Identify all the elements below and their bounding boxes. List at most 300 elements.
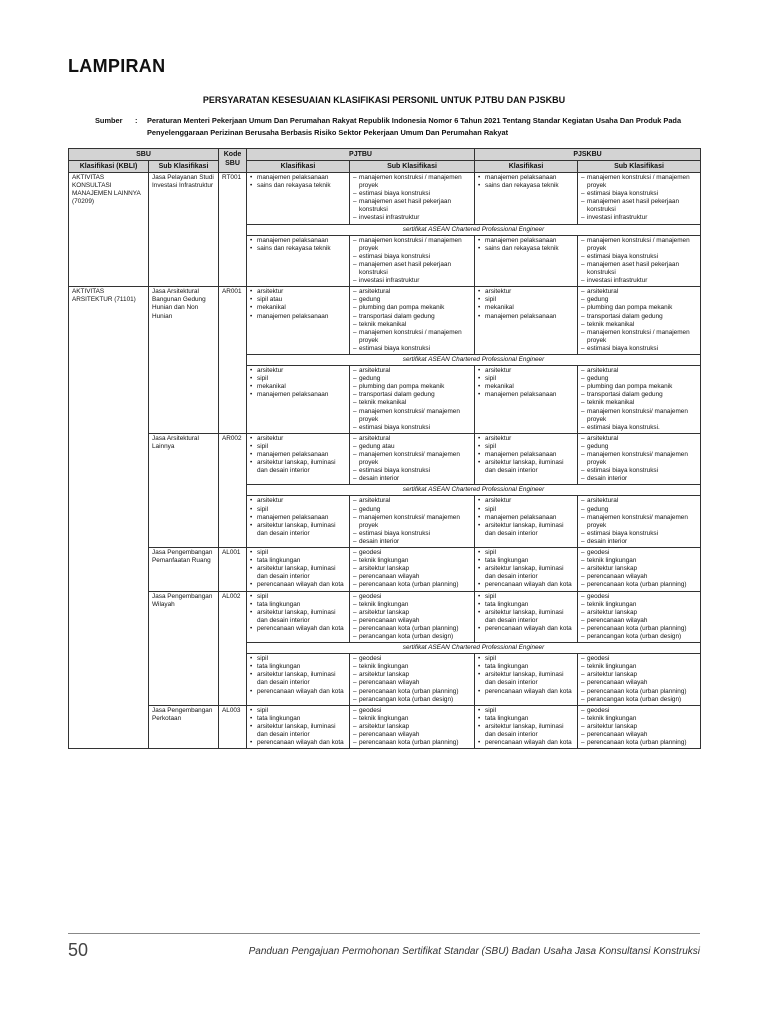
list-item: – teknik lingkungan bbox=[353, 557, 471, 565]
bullet-list bbox=[250, 549, 346, 589]
footer-divider bbox=[68, 933, 700, 934]
list-item: • arsitektur bbox=[478, 288, 574, 296]
kode-sbu-cell: AR002 bbox=[219, 433, 247, 547]
dash-list bbox=[353, 655, 471, 704]
list-item: – geodesi bbox=[581, 655, 697, 663]
list-item: • sipil bbox=[250, 707, 346, 715]
header-sbu: SBU bbox=[69, 149, 219, 161]
list-item: – estimasi biaya konstruksi bbox=[581, 467, 697, 475]
list-item: • sipil bbox=[250, 443, 346, 451]
list-item: – estimasi biaya konstruksi bbox=[353, 253, 471, 261]
list-item: – arsitektural bbox=[581, 435, 697, 443]
list-item: – plumbing dan pompa mekanik bbox=[353, 304, 471, 312]
list-item: – geodesi bbox=[581, 593, 697, 601]
header-pjtbu-sub-klasifikasi: Sub Klasifikasi bbox=[350, 161, 475, 173]
list-item: – teknik mekanikal bbox=[581, 399, 697, 407]
dash-list bbox=[353, 549, 471, 589]
list-item: – manajemen konstruksi/ manajemen proyek bbox=[353, 451, 471, 467]
dash-list bbox=[353, 367, 471, 432]
list-item: • arsitektur lanskap, iluminasi dan desain interior bbox=[478, 522, 574, 538]
pjskbu-klasifikasi-cell bbox=[475, 287, 578, 355]
bullet-list bbox=[478, 549, 574, 589]
pjskbu-klasifikasi-cell bbox=[475, 705, 578, 748]
list-item: – transportasi dalam gedung bbox=[353, 391, 471, 399]
pjskbu-klasifikasi-cell bbox=[475, 591, 578, 643]
bullet-list bbox=[478, 174, 574, 190]
list-item: – teknik lingkungan bbox=[581, 557, 697, 565]
list-item: – teknik lingkungan bbox=[353, 601, 471, 609]
list-item: • sipil bbox=[478, 707, 574, 715]
list-item: – gedung bbox=[581, 506, 697, 514]
list-item: – plumbing dan pompa mekanik bbox=[581, 304, 697, 312]
list-item: • sains dan rekayasa teknik bbox=[250, 245, 346, 253]
list-item: • tata lingkungan bbox=[250, 715, 346, 723]
page-heading: LAMPIRAN bbox=[68, 56, 166, 76]
table-body bbox=[69, 173, 701, 749]
list-item: – arsitektural bbox=[581, 497, 697, 505]
bullet-list bbox=[250, 593, 346, 633]
pjtbu-klasifikasi-cell bbox=[247, 705, 350, 748]
kode-sbu-cell: RT001 bbox=[219, 173, 247, 287]
pjtbu-klasifikasi-cell bbox=[247, 591, 350, 643]
list-item: – gedung atau bbox=[353, 443, 471, 451]
list-item: • arsitektur lanskap, iluminasi dan desain interior bbox=[250, 609, 346, 625]
list-item: • sipil bbox=[250, 506, 346, 514]
list-item: • sipil bbox=[478, 655, 574, 663]
list-item: – arsitektur lanskap bbox=[353, 565, 471, 573]
kode-sbu-cell: AL002 bbox=[219, 591, 247, 705]
list-item: – teknik mekanikal bbox=[581, 321, 697, 329]
pjskbu-sub-klasifikasi-cell bbox=[578, 287, 701, 355]
certificate-note: sertifikat ASEAN Chartered Professional Engineer bbox=[247, 224, 701, 235]
pjtbu-sub-klasifikasi-cell bbox=[350, 287, 475, 355]
list-item: – perencanaan wilayah bbox=[353, 617, 471, 625]
pjtbu-sub-klasifikasi-cell bbox=[350, 366, 475, 434]
sub-klasifikasi-cell: Jasa Pengembangan Wilayah bbox=[149, 591, 219, 705]
list-item: – gedung bbox=[353, 375, 471, 383]
list-item: • manajemen pelaksanaan bbox=[250, 313, 346, 321]
list-item: – perencanaan kota (urban planning) bbox=[581, 581, 697, 589]
list-item: • mekanikal bbox=[250, 304, 346, 312]
kbli-cell: AKTIVITAS KONSULTASI MANAJEMEN LAINNYA (70209) bbox=[69, 173, 149, 287]
list-item: • sipil bbox=[250, 593, 346, 601]
list-item: • sains dan rekayasa teknik bbox=[478, 182, 574, 190]
dash-list bbox=[581, 497, 697, 546]
list-item: • sipil bbox=[478, 593, 574, 601]
list-item: – perencanaan wilayah bbox=[353, 573, 471, 581]
list-item: • arsitektur bbox=[478, 497, 574, 505]
list-item: – perencanaan kota (urban planning) bbox=[353, 625, 471, 633]
header-pjskbu-sub-klasifikasi: Sub Klasifikasi bbox=[578, 161, 701, 173]
bullet-list bbox=[478, 593, 574, 633]
list-item: – estimasi biaya konstruksi. bbox=[581, 424, 697, 432]
pjtbu-sub-klasifikasi-cell bbox=[350, 173, 475, 225]
list-item: – teknik lingkungan bbox=[581, 663, 697, 671]
list-item: – arsitektur lanskap bbox=[353, 723, 471, 731]
dash-list bbox=[581, 237, 697, 286]
bullet-list bbox=[478, 435, 574, 475]
list-item: – perencanaan kota (urban planning) bbox=[353, 581, 471, 589]
list-item: – manajemen konstruksi/ manajemen proyek bbox=[353, 514, 471, 530]
list-item: • arsitektur lanskap, iluminasi dan desain interior bbox=[478, 723, 574, 739]
list-item: – manajemen konstruksi / manajemen proyek bbox=[581, 329, 697, 345]
list-item: • arsitektur bbox=[478, 367, 574, 375]
list-item: • tata lingkungan bbox=[478, 557, 574, 565]
list-item: – perencanaan kota (urban planning) bbox=[581, 739, 697, 747]
list-item: – geodesi bbox=[581, 707, 697, 715]
list-item: – arsitektur lanskap bbox=[353, 671, 471, 679]
pjtbu-klasifikasi-cell bbox=[247, 235, 350, 287]
list-item: • manajemen pelaksanaan bbox=[478, 451, 574, 459]
bullet-list bbox=[250, 174, 346, 190]
header-pjtbu-klasifikasi: Klasifikasi bbox=[247, 161, 350, 173]
kode-sbu-cell: AL001 bbox=[219, 548, 247, 591]
list-item: – perencanaan kota (urban planning) bbox=[353, 739, 471, 747]
list-item: – arsitektural bbox=[581, 367, 697, 375]
list-item: – estimasi biaya konstruksi bbox=[353, 345, 471, 353]
list-item: – teknik mekanikal bbox=[353, 399, 471, 407]
list-item: – perancangan kota (urban design) bbox=[581, 633, 697, 641]
pjskbu-klasifikasi-cell bbox=[475, 173, 578, 225]
list-item: – estimasi biaya konstruksi bbox=[353, 190, 471, 198]
dash-list bbox=[353, 593, 471, 642]
list-item: • manajemen pelaksanaan bbox=[250, 391, 346, 399]
list-item: • manajemen pelaksanaan bbox=[250, 237, 346, 245]
classification-table bbox=[68, 148, 701, 749]
list-item: – teknik lingkungan bbox=[581, 715, 697, 723]
list-item: • manajemen pelaksanaan bbox=[250, 451, 346, 459]
pjtbu-klasifikasi-cell bbox=[247, 173, 350, 225]
list-item: • manajemen pelaksanaan bbox=[250, 514, 346, 522]
pjskbu-sub-klasifikasi-cell bbox=[578, 433, 701, 485]
pjskbu-sub-klasifikasi-cell bbox=[578, 496, 701, 548]
bullet-list bbox=[250, 707, 346, 747]
pjtbu-sub-klasifikasi-cell bbox=[350, 496, 475, 548]
list-item: – manajemen konstruksi/ manajemen proyek bbox=[581, 408, 697, 424]
pjskbu-sub-klasifikasi-cell bbox=[578, 366, 701, 434]
pjtbu-klasifikasi-cell bbox=[247, 287, 350, 355]
list-item: • arsitektur bbox=[250, 435, 346, 443]
list-item: – manajemen konstruksi / manajemen proyek bbox=[353, 174, 471, 190]
table-row bbox=[69, 705, 701, 748]
list-item: • arsitektur lanskap, iluminasi dan desain interior bbox=[250, 522, 346, 538]
list-item: – transportasi dalam gedung bbox=[581, 391, 697, 399]
list-item: • manajemen pelaksanaan bbox=[478, 391, 574, 399]
list-item: – perancangan kota (urban design) bbox=[353, 696, 471, 704]
sub-klasifikasi-cell: Jasa Pengembangan Perkotaan bbox=[149, 705, 219, 748]
list-item: – perencanaan wilayah bbox=[581, 679, 697, 687]
pjtbu-sub-klasifikasi-cell bbox=[350, 548, 475, 591]
list-item: • manajemen pelaksanaan bbox=[478, 174, 574, 182]
list-item: • manajemen pelaksanaan bbox=[250, 174, 346, 182]
list-item: • tata lingkungan bbox=[478, 601, 574, 609]
list-item: – perencanaan kota (urban planning) bbox=[581, 688, 697, 696]
list-item: – perencanaan wilayah bbox=[581, 617, 697, 625]
list-item: • mekanikal bbox=[478, 304, 574, 312]
pjtbu-klasifikasi-cell bbox=[247, 433, 350, 485]
list-item: – desain interior bbox=[581, 538, 697, 546]
header-sub-klasifikasi: Sub Klasifikasi bbox=[149, 161, 219, 173]
certificate-note: sertifikat ASEAN Chartered Professional Engineer bbox=[247, 485, 701, 496]
certificate-note: sertifikat ASEAN Chartered Professional Engineer bbox=[247, 354, 701, 365]
list-item: – estimasi biaya konstruksi bbox=[581, 345, 697, 353]
bullet-list bbox=[478, 288, 574, 320]
list-item: – arsitektur lanskap bbox=[581, 723, 697, 731]
list-item: – arsitektural bbox=[581, 288, 697, 296]
list-item: • arsitektur lanskap, iluminasi dan desain interior bbox=[478, 459, 574, 475]
list-item: – geodesi bbox=[353, 593, 471, 601]
list-item: • perencanaan wilayah dan kota bbox=[478, 625, 574, 633]
pjtbu-sub-klasifikasi-cell bbox=[350, 654, 475, 706]
pjskbu-klasifikasi-cell bbox=[475, 366, 578, 434]
list-item: – desain interior bbox=[581, 475, 697, 483]
list-item: – perencanaan kota (urban planning) bbox=[353, 688, 471, 696]
sub-klasifikasi-cell: Jasa Pelayanan Studi Investasi Infrastruktur bbox=[149, 173, 219, 287]
list-item: • sipil bbox=[478, 443, 574, 451]
list-item: – manajemen konstruksi/ manajemen proyek bbox=[581, 514, 697, 530]
source-note bbox=[95, 115, 705, 139]
list-item: • arsitektur lanskap, iluminasi dan desain interior bbox=[250, 723, 346, 739]
list-item: – arsitektural bbox=[353, 288, 471, 296]
list-item: • arsitektur bbox=[478, 435, 574, 443]
kode-sbu-cell: AR001 bbox=[219, 287, 247, 434]
table-row bbox=[69, 173, 701, 225]
list-item: – perencanaan wilayah bbox=[581, 573, 697, 581]
list-item: – perancangan kota (urban design) bbox=[353, 633, 471, 641]
pjtbu-sub-klasifikasi-cell bbox=[350, 705, 475, 748]
dash-list bbox=[581, 593, 697, 642]
list-item: – teknik lingkungan bbox=[353, 663, 471, 671]
list-item: – desain interior bbox=[353, 475, 471, 483]
list-item: – estimasi biaya konstruksi bbox=[353, 530, 471, 538]
list-item: – transportasi dalam gedung bbox=[353, 313, 471, 321]
bullet-list bbox=[250, 655, 346, 695]
list-item: – manajemen aset hasil pekerjaan konstruksi bbox=[581, 261, 697, 277]
table-row bbox=[69, 591, 701, 643]
pjtbu-sub-klasifikasi-cell bbox=[350, 591, 475, 643]
dash-list bbox=[581, 655, 697, 704]
list-item: – gedung bbox=[581, 443, 697, 451]
list-item: – manajemen aset hasil pekerjaan konstruksi bbox=[581, 198, 697, 214]
list-item: – investasi infrastruktur bbox=[581, 277, 697, 285]
list-item: – estimasi biaya konstruksi bbox=[581, 530, 697, 538]
pjskbu-sub-klasifikasi-cell bbox=[578, 654, 701, 706]
list-item: • arsitektur lanskap, iluminasi dan desain interior bbox=[250, 565, 346, 581]
list-item: – perancangan kota (urban design) bbox=[581, 696, 697, 704]
list-item: • perencanaan wilayah dan kota bbox=[250, 581, 346, 589]
list-item: – geodesi bbox=[581, 549, 697, 557]
list-item: – desain interior bbox=[353, 538, 471, 546]
pjtbu-klasifikasi-cell bbox=[247, 366, 350, 434]
list-item: – arsitektural bbox=[353, 497, 471, 505]
list-item: – manajemen konstruksi/ manajemen proyek bbox=[353, 408, 471, 424]
dash-list bbox=[581, 288, 697, 353]
source-text: Peraturan Menteri Pekerjaan Umum Dan Perumahan Rakyat Republik Indonesia Nomor 6 Tahun 2021 Tentang Standar Kegiatan Usaha Dan Produk Pada Penyelenggaraan Perizinan Berusaha Berbasis Risiko Sektor Pekerjaan Umum Dan Perumahan Rakyat bbox=[147, 116, 682, 137]
dash-list bbox=[581, 707, 697, 747]
dash-list bbox=[581, 174, 697, 223]
dash-list bbox=[581, 435, 697, 484]
document-title: PERSYARATAN KESESUAIAN KLASIFIKASI PERSONIL UNTUK PJTBU DAN PJSKBU bbox=[202, 95, 566, 105]
sub-klasifikasi-cell: Jasa Arsitektural Bangunan Gedung Hunian dan Non Hunian bbox=[149, 287, 219, 434]
list-item: – perencanaan wilayah bbox=[353, 679, 471, 687]
list-item: – investasi infrastruktur bbox=[353, 277, 471, 285]
bullet-list bbox=[250, 367, 346, 399]
list-item: • arsitektur lanskap, iluminasi dan desain interior bbox=[478, 565, 574, 581]
pjskbu-sub-klasifikasi-cell bbox=[578, 591, 701, 643]
list-item: • arsitektur lanskap, iluminasi dan desain interior bbox=[478, 609, 574, 625]
list-item: • perencanaan wilayah dan kota bbox=[478, 688, 574, 696]
sub-klasifikasi-cell: Jasa Arsitektural Lainnya bbox=[149, 433, 219, 547]
list-item: – teknik lingkungan bbox=[581, 601, 697, 609]
dash-list bbox=[353, 497, 471, 546]
list-item: – manajemen konstruksi / manajemen proyek bbox=[353, 329, 471, 345]
list-item: • sipil bbox=[478, 549, 574, 557]
pjskbu-klasifikasi-cell bbox=[475, 235, 578, 287]
list-item: – geodesi bbox=[353, 655, 471, 663]
sub-klasifikasi-cell: Jasa Pengembangan Pemanfaatan Ruang bbox=[149, 548, 219, 591]
certificate-note: sertifikat ASEAN Chartered Professional Engineer bbox=[247, 643, 701, 654]
list-item: – arsitektural bbox=[353, 367, 471, 375]
table-row bbox=[69, 287, 701, 355]
list-item: – estimasi biaya konstruksi bbox=[581, 190, 697, 198]
list-item: – gedung bbox=[353, 506, 471, 514]
list-item: – gedung bbox=[581, 375, 697, 383]
list-item: – geodesi bbox=[353, 549, 471, 557]
header-pjskbu: PJSKBU bbox=[475, 149, 701, 161]
bullet-list bbox=[250, 435, 346, 475]
list-item: – teknik lingkungan bbox=[353, 715, 471, 723]
list-item: • arsitektur bbox=[250, 497, 346, 505]
list-item: – plumbing dan pompa mekanik bbox=[581, 383, 697, 391]
list-item: • manajemen pelaksanaan bbox=[478, 313, 574, 321]
list-item: – manajemen konstruksi / manajemen proyek bbox=[581, 174, 697, 190]
list-item: – investasi infrastruktur bbox=[353, 214, 471, 222]
list-item: • tata lingkungan bbox=[478, 715, 574, 723]
list-item: • sipil bbox=[250, 655, 346, 663]
list-item: – investasi infrastruktur bbox=[581, 214, 697, 222]
pjtbu-klasifikasi-cell bbox=[247, 548, 350, 591]
header-pjskbu-klasifikasi: Klasifikasi bbox=[475, 161, 578, 173]
list-item: • mekanikal bbox=[250, 383, 346, 391]
list-item: • sipil bbox=[478, 506, 574, 514]
dash-list bbox=[353, 435, 471, 484]
list-item: • perencanaan wilayah dan kota bbox=[478, 739, 574, 747]
list-item: – arsitektur lanskap bbox=[581, 609, 697, 617]
pjskbu-sub-klasifikasi-cell bbox=[578, 548, 701, 591]
list-item: • sipil atau bbox=[250, 296, 346, 304]
list-item: – perencanaan kota (urban planning) bbox=[581, 625, 697, 633]
list-item: – teknik mekanikal bbox=[353, 321, 471, 329]
pjskbu-klasifikasi-cell bbox=[475, 548, 578, 591]
list-item: • perencanaan wilayah dan kota bbox=[250, 739, 346, 747]
dash-list bbox=[353, 707, 471, 747]
list-item: – gedung bbox=[581, 296, 697, 304]
list-item: – arsitektur lanskap bbox=[353, 609, 471, 617]
list-item: • sipil bbox=[478, 375, 574, 383]
list-item: – manajemen aset hasil pekerjaan konstruksi bbox=[353, 261, 471, 277]
source-colon: : bbox=[135, 116, 138, 125]
list-item: – estimasi biaya konstruksi bbox=[353, 424, 471, 432]
pjskbu-klasifikasi-cell bbox=[475, 654, 578, 706]
page-number: 50 bbox=[68, 940, 89, 960]
kbli-cell: AKTIVITAS ARSITEKTUR (71101) bbox=[69, 287, 149, 749]
list-item: – estimasi biaya konstruksi bbox=[353, 467, 471, 475]
dash-list bbox=[581, 367, 697, 432]
list-item: • arsitektur bbox=[250, 288, 346, 296]
list-item: – arsitektur lanskap bbox=[581, 565, 697, 573]
table-row bbox=[69, 433, 701, 485]
pjtbu-sub-klasifikasi-cell bbox=[350, 433, 475, 485]
footer-text: Panduan Pengajuan Permohonan Sertifikat Standar (SBU) Badan Usaha Jasa Konsultansi Konstruksi bbox=[248, 946, 700, 957]
list-item: – estimasi biaya konstruksi bbox=[581, 253, 697, 261]
bullet-list bbox=[250, 497, 346, 537]
pjskbu-sub-klasifikasi-cell bbox=[578, 705, 701, 748]
pjskbu-klasifikasi-cell bbox=[475, 433, 578, 485]
list-item: • arsitektur lanskap, iluminasi dan desain interior bbox=[478, 671, 574, 687]
list-item: • manajemen pelaksanaan bbox=[478, 237, 574, 245]
list-item: – manajemen konstruksi / manajemen proyek bbox=[581, 237, 697, 253]
list-item: – perencanaan wilayah bbox=[353, 731, 471, 739]
dash-list bbox=[581, 549, 697, 589]
list-item: • sipil bbox=[250, 375, 346, 383]
dash-list bbox=[353, 174, 471, 223]
list-item: • perencanaan wilayah dan kota bbox=[250, 688, 346, 696]
list-item: – gedung bbox=[353, 296, 471, 304]
list-item: – geodesi bbox=[353, 707, 471, 715]
list-item: – manajemen aset hasil pekerjaan konstruksi bbox=[353, 198, 471, 214]
list-item: – manajemen konstruksi/ manajemen proyek bbox=[581, 451, 697, 467]
pjtbu-klasifikasi-cell bbox=[247, 654, 350, 706]
list-item: • manajemen pelaksanaan bbox=[478, 514, 574, 522]
list-item: • sipil bbox=[250, 549, 346, 557]
list-item: • mekanikal bbox=[478, 383, 574, 391]
list-item: • arsitektur lanskap, iluminasi dan desain interior bbox=[250, 459, 346, 475]
bullet-list bbox=[478, 707, 574, 747]
list-item: – arsitektural bbox=[353, 435, 471, 443]
list-item: • arsitektur lanskap, iluminasi dan desain interior bbox=[250, 671, 346, 687]
list-item: • tata lingkungan bbox=[250, 557, 346, 565]
list-item: • sains dan rekayasa teknik bbox=[478, 245, 574, 253]
list-item: • tata lingkungan bbox=[250, 663, 346, 671]
list-item: • tata lingkungan bbox=[478, 663, 574, 671]
bullet-list bbox=[250, 288, 346, 320]
list-item: • perencanaan wilayah dan kota bbox=[478, 581, 574, 589]
bullet-list bbox=[478, 497, 574, 537]
list-item: – manajemen konstruksi / manajemen proyek bbox=[353, 237, 471, 253]
header-pjtbu: PJTBU bbox=[247, 149, 475, 161]
bullet-list bbox=[478, 237, 574, 253]
list-item: – perencanaan wilayah bbox=[581, 731, 697, 739]
list-item: • sains dan rekayasa teknik bbox=[250, 182, 346, 190]
pjskbu-klasifikasi-cell bbox=[475, 496, 578, 548]
header-klasifikasi-kbli: Klasifikasi (KBLI) bbox=[69, 161, 149, 173]
table-row bbox=[69, 548, 701, 591]
bullet-list bbox=[478, 655, 574, 695]
list-item: – arsitektur lanskap bbox=[581, 671, 697, 679]
bullet-list bbox=[478, 367, 574, 399]
list-item: • perencanaan wilayah dan kota bbox=[250, 625, 346, 633]
pjtbu-klasifikasi-cell bbox=[247, 496, 350, 548]
pjtbu-sub-klasifikasi-cell bbox=[350, 235, 475, 287]
list-item: • sipil bbox=[478, 296, 574, 304]
list-item: • tata lingkungan bbox=[250, 601, 346, 609]
list-item: – transportasi dalam gedung bbox=[581, 313, 697, 321]
dash-list bbox=[353, 288, 471, 353]
kode-sbu-cell: AL003 bbox=[219, 705, 247, 748]
pjskbu-sub-klasifikasi-cell bbox=[578, 173, 701, 225]
dash-list bbox=[353, 237, 471, 286]
list-item: • arsitektur bbox=[250, 367, 346, 375]
